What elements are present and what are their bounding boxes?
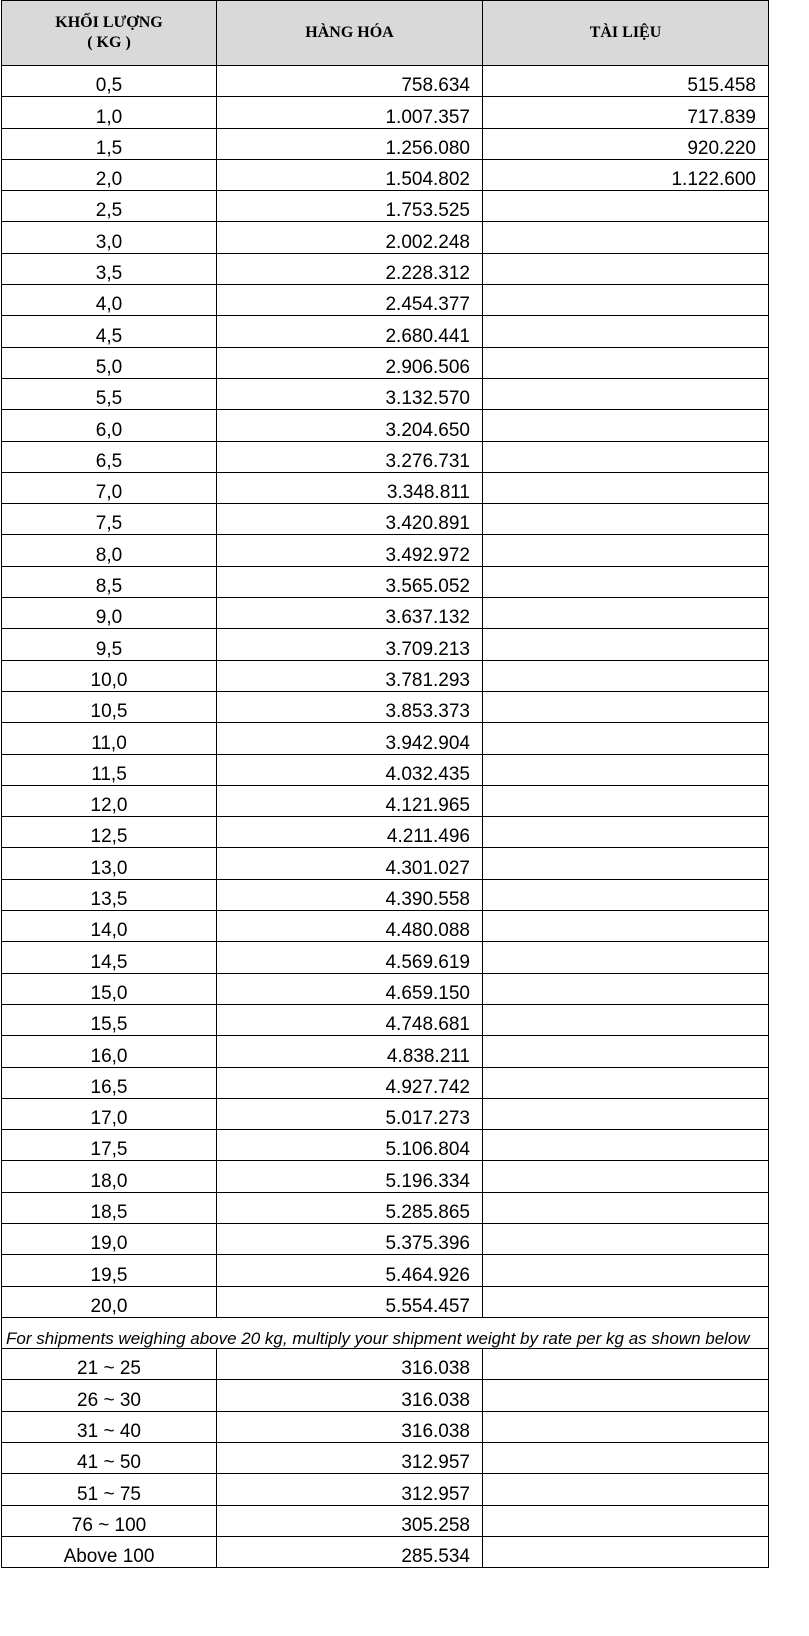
rate-row-documents: 920.220: [483, 128, 769, 159]
rate-row-weight: 7,5: [2, 504, 217, 535]
rate-row-weight: 15,0: [2, 973, 217, 1004]
per-kg-row: [2, 1380, 769, 1411]
rate-row-weight: 11,5: [2, 754, 217, 785]
rate-row-documents: [483, 410, 769, 441]
rate-row-goods: 5.017.273: [217, 1098, 483, 1129]
rate-row-documents: [483, 535, 769, 566]
header-documents: TÀI LIỆU: [483, 1, 769, 66]
note-row: [2, 1317, 769, 1348]
rate-row: [2, 973, 769, 1004]
rate-row-documents: [483, 504, 769, 535]
rate-row-goods: 4.032.435: [217, 754, 483, 785]
per-kg-row-goods: 316.038: [217, 1411, 483, 1442]
rate-row: [2, 347, 769, 378]
rate-row-weight: 11,0: [2, 723, 217, 754]
rate-row-weight: 8,0: [2, 535, 217, 566]
rate-row-documents: [483, 1130, 769, 1161]
rate-row-documents: [483, 942, 769, 973]
rate-row-goods: 2.002.248: [217, 222, 483, 253]
rate-row: [2, 66, 769, 97]
rate-row: [2, 1004, 769, 1035]
rate-row-weight: 3,0: [2, 222, 217, 253]
per-kg-row-goods: 312.957: [217, 1474, 483, 1505]
rate-row-documents: [483, 629, 769, 660]
rate-row-documents: [483, 660, 769, 691]
rate-row: [2, 191, 769, 222]
per-kg-body: [2, 1349, 769, 1568]
rate-row-weight: 12,0: [2, 785, 217, 816]
rate-row-documents: [483, 1161, 769, 1192]
rate-row-weight: 3,5: [2, 253, 217, 284]
per-kg-row-documents: [483, 1411, 769, 1442]
rate-row-goods: 3.637.132: [217, 598, 483, 629]
per-kg-row-goods: 316.038: [217, 1349, 483, 1380]
rate-row-goods: 5.285.865: [217, 1192, 483, 1223]
rate-row-goods: 5.106.804: [217, 1130, 483, 1161]
rate-row-weight: 4,5: [2, 316, 217, 347]
header-row: [2, 1, 769, 66]
rate-row-weight: 15,5: [2, 1004, 217, 1035]
rate-row: [2, 848, 769, 879]
per-kg-row-range: 41 ~ 50: [2, 1443, 217, 1474]
per-kg-row: [2, 1536, 769, 1567]
rate-row-goods: 5.375.396: [217, 1223, 483, 1254]
rate-row-goods: 3.565.052: [217, 566, 483, 597]
rate-row-goods: 4.659.150: [217, 973, 483, 1004]
rate-row: [2, 754, 769, 785]
per-kg-row: [2, 1505, 769, 1536]
per-kg-row-goods: 285.534: [217, 1536, 483, 1567]
per-kg-row-range: 26 ~ 30: [2, 1380, 217, 1411]
rate-row-weight: 14,5: [2, 942, 217, 973]
rate-row: [2, 128, 769, 159]
rate-row-weight: 19,5: [2, 1255, 217, 1286]
rate-row-documents: [483, 566, 769, 597]
rate-row-weight: 13,5: [2, 879, 217, 910]
rate-row-goods: 4.301.027: [217, 848, 483, 879]
rate-row: [2, 378, 769, 409]
rate-row: [2, 1130, 769, 1161]
rate-row: [2, 817, 769, 848]
header-weight: [2, 1, 217, 66]
rate-row-goods: 3.132.570: [217, 378, 483, 409]
rate-row-goods: 758.634: [217, 66, 483, 97]
header-weight-line1: KHỐI LƯỢNG: [55, 14, 163, 31]
rate-row: [2, 1098, 769, 1129]
per-kg-row-goods: 305.258: [217, 1505, 483, 1536]
rate-row: [2, 566, 769, 597]
rate-row-weight: 17,5: [2, 1130, 217, 1161]
rate-row: [2, 785, 769, 816]
per-kg-row-range: 31 ~ 40: [2, 1411, 217, 1442]
rate-row-goods: 3.348.811: [217, 472, 483, 503]
per-kg-row: [2, 1411, 769, 1442]
rate-row-documents: [483, 848, 769, 879]
rate-row-goods: 3.853.373: [217, 691, 483, 722]
rate-row-goods: 1.753.525: [217, 191, 483, 222]
rate-row-weight: 20,0: [2, 1286, 217, 1317]
rate-row-weight: 16,5: [2, 1067, 217, 1098]
rate-row: [2, 1192, 769, 1223]
rates-body: [2, 66, 769, 1318]
rate-row-goods: 3.942.904: [217, 723, 483, 754]
rate-row-goods: 3.276.731: [217, 441, 483, 472]
rate-row-goods: 1.256.080: [217, 128, 483, 159]
rate-row-weight: 18,5: [2, 1192, 217, 1223]
rate-row-documents: [483, 472, 769, 503]
rate-row-weight: 5,5: [2, 378, 217, 409]
rate-row-documents: [483, 879, 769, 910]
rate-row-documents: [483, 316, 769, 347]
rate-row-goods: 3.492.972: [217, 535, 483, 566]
rate-row-documents: [483, 785, 769, 816]
rate-row-goods: 3.204.650: [217, 410, 483, 441]
rate-row-weight: 1,0: [2, 97, 217, 128]
rate-row-documents: [483, 973, 769, 1004]
rate-row: [2, 1067, 769, 1098]
per-kg-row-documents: [483, 1536, 769, 1567]
rate-row: [2, 1161, 769, 1192]
rate-row: [2, 441, 769, 472]
note-cell: [2, 1317, 769, 1348]
per-kg-row-range: 21 ~ 25: [2, 1349, 217, 1380]
rate-row-weight: 2,0: [2, 159, 217, 190]
rate-row-weight: 7,0: [2, 472, 217, 503]
rate-row-documents: [483, 598, 769, 629]
table-header: [2, 1, 769, 66]
rate-row-weight: 4,0: [2, 285, 217, 316]
rate-row-goods: 4.121.965: [217, 785, 483, 816]
rate-row-weight: 18,0: [2, 1161, 217, 1192]
rate-row-goods: 3.709.213: [217, 629, 483, 660]
rate-row: [2, 723, 769, 754]
rate-row-documents: [483, 347, 769, 378]
rate-row-weight: 2,5: [2, 191, 217, 222]
per-kg-row-range: 51 ~ 75: [2, 1474, 217, 1505]
rate-row-documents: [483, 754, 769, 785]
rate-row-weight: 14,0: [2, 911, 217, 942]
rate-row-documents: [483, 1036, 769, 1067]
rate-row-goods: 2.228.312: [217, 253, 483, 284]
rate-row: [2, 222, 769, 253]
rate-row-documents: [483, 222, 769, 253]
rate-row-weight: 5,0: [2, 347, 217, 378]
rate-row-goods: 4.211.496: [217, 817, 483, 848]
rate-row-weight: 9,5: [2, 629, 217, 660]
per-kg-row-goods: 312.957: [217, 1443, 483, 1474]
rate-row-documents: [483, 1223, 769, 1254]
per-kg-row-documents: [483, 1505, 769, 1536]
rate-row: [2, 159, 769, 190]
rate-row-documents: [483, 723, 769, 754]
header-weight-line2: ( KG ): [87, 34, 131, 51]
rate-row-goods: 2.680.441: [217, 316, 483, 347]
rate-row: [2, 629, 769, 660]
per-kg-row-documents: [483, 1474, 769, 1505]
rate-row: [2, 285, 769, 316]
rate-row-documents: [483, 378, 769, 409]
rate-row: [2, 1255, 769, 1286]
rate-row: [2, 660, 769, 691]
rate-row-goods: 2.454.377: [217, 285, 483, 316]
per-kg-row-range: Above 100: [2, 1536, 217, 1567]
per-kg-row-documents: [483, 1380, 769, 1411]
rate-row-documents: [483, 191, 769, 222]
rate-row-goods: 1.504.802: [217, 159, 483, 190]
rate-row-weight: 9,0: [2, 598, 217, 629]
rate-row-weight: 6,0: [2, 410, 217, 441]
rate-row-documents: [483, 1004, 769, 1035]
rate-row-documents: [483, 253, 769, 284]
rate-row-weight: 13,0: [2, 848, 217, 879]
rate-table: [1, 0, 769, 1568]
per-kg-row-range: 76 ~ 100: [2, 1505, 217, 1536]
rate-row: [2, 535, 769, 566]
rate-row-documents: [483, 691, 769, 722]
rate-row: [2, 691, 769, 722]
rate-row-documents: [483, 1255, 769, 1286]
rate-row-documents: [483, 1286, 769, 1317]
rate-row-documents: 515.458: [483, 66, 769, 97]
rate-row-weight: 8,5: [2, 566, 217, 597]
rate-row-weight: 10,0: [2, 660, 217, 691]
rate-row-goods: 4.838.211: [217, 1036, 483, 1067]
per-kg-row: [2, 1443, 769, 1474]
rate-row-weight: 6,5: [2, 441, 217, 472]
per-kg-row-goods: 316.038: [217, 1380, 483, 1411]
per-kg-row-documents: [483, 1443, 769, 1474]
rate-row-goods: 4.480.088: [217, 911, 483, 942]
rate-row-goods: 3.420.891: [217, 504, 483, 535]
rate-row-goods: 2.906.506: [217, 347, 483, 378]
per-kg-row: [2, 1474, 769, 1505]
rate-row-weight: 10,5: [2, 691, 217, 722]
per-kg-row: [2, 1349, 769, 1380]
rate-row: [2, 879, 769, 910]
rate-row: [2, 472, 769, 503]
rate-row-goods: 4.927.742: [217, 1067, 483, 1098]
rate-row: [2, 911, 769, 942]
rate-row-documents: [483, 1192, 769, 1223]
per-kg-row-documents: [483, 1349, 769, 1380]
rate-row-weight: 0,5: [2, 66, 217, 97]
rate-row-documents: [483, 1067, 769, 1098]
rate-row-goods: 4.569.619: [217, 942, 483, 973]
rate-row-goods: 4.748.681: [217, 1004, 483, 1035]
rate-row: [2, 97, 769, 128]
rate-row: [2, 1036, 769, 1067]
rate-row: [2, 504, 769, 535]
rate-row-documents: [483, 1098, 769, 1129]
rate-row-weight: 17,0: [2, 1098, 217, 1129]
rate-row-weight: 1,5: [2, 128, 217, 159]
rate-row-documents: [483, 441, 769, 472]
note-text: For shipments weighing above 20 kg, multiply your shipment weight by rate per kg as shown below: [6, 1329, 750, 1349]
rate-row-goods: 5.196.334: [217, 1161, 483, 1192]
note-body: [2, 1317, 769, 1348]
rate-row-weight: 19,0: [2, 1223, 217, 1254]
rate-row: [2, 598, 769, 629]
rate-row-goods: 5.554.457: [217, 1286, 483, 1317]
rate-row-documents: [483, 817, 769, 848]
rate-row-weight: 12,5: [2, 817, 217, 848]
rate-row: [2, 942, 769, 973]
header-goods: HÀNG HÓA: [217, 1, 483, 66]
rate-row-weight: 16,0: [2, 1036, 217, 1067]
rate-row: [2, 1286, 769, 1317]
rate-row-documents: 1.122.600: [483, 159, 769, 190]
rate-row-documents: [483, 285, 769, 316]
rate-row-goods: 1.007.357: [217, 97, 483, 128]
rate-row-goods: 3.781.293: [217, 660, 483, 691]
rate-row: [2, 1223, 769, 1254]
rate-row-documents: [483, 911, 769, 942]
rate-row: [2, 410, 769, 441]
rate-row-documents: 717.839: [483, 97, 769, 128]
rate-row-goods: 4.390.558: [217, 879, 483, 910]
rate-row: [2, 316, 769, 347]
rate-row-goods: 5.464.926: [217, 1255, 483, 1286]
rate-row: [2, 253, 769, 284]
